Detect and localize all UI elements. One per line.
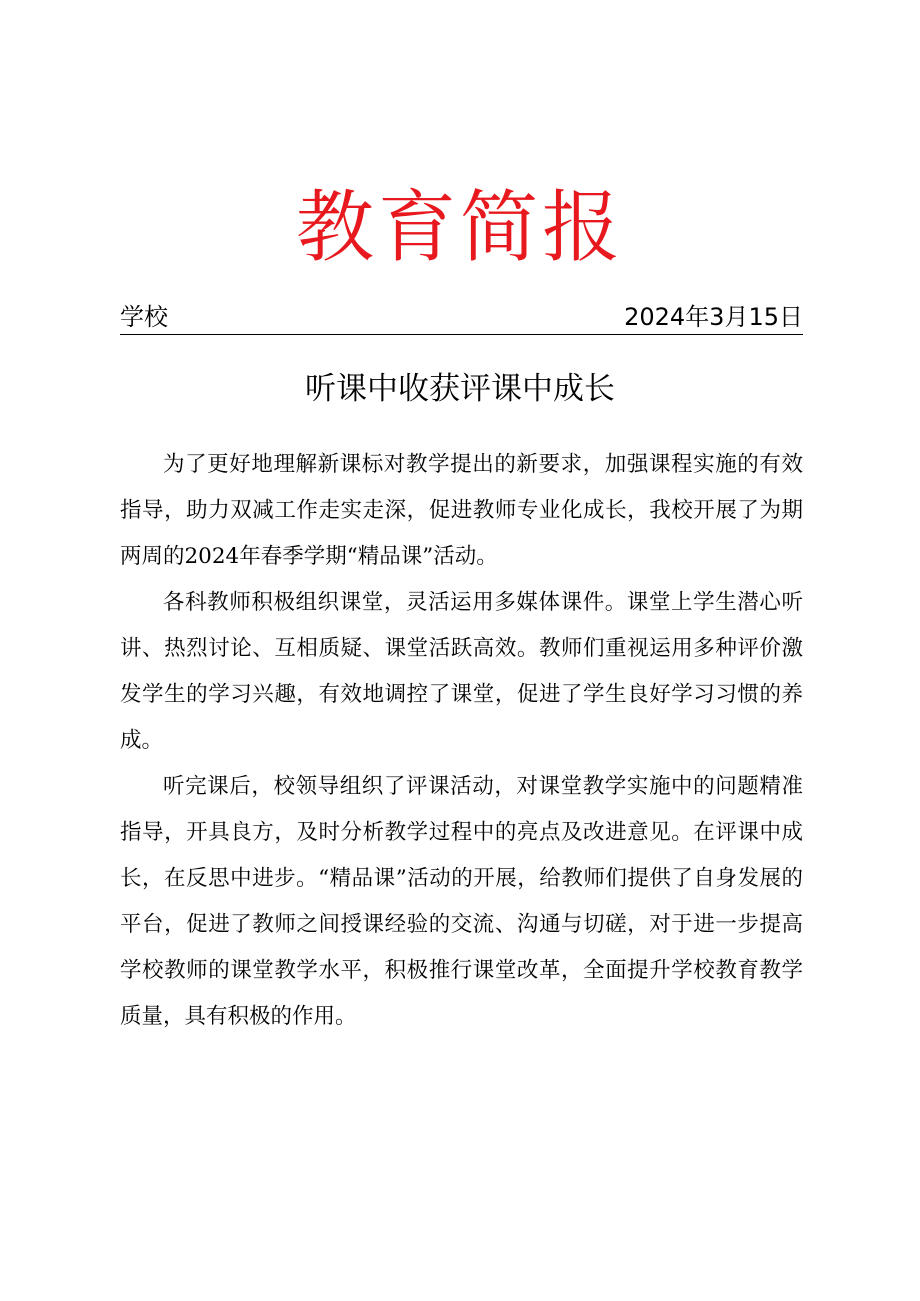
info-line <box>120 300 803 335</box>
paragraph-3: 听完课后，校领导组织了评课活动，对课堂教学实施中的问题精准指导，开具良方，及时分析教学过程中的亮点及改进意见。在评课中成长，在反思中进步。“精品课”活动的开展，给教师们提供了自身发展的平台，促进了教师之间授课经验的交流、沟通与切磋，对于进一步提高学校教师的课堂教学水平，积极推行课堂改革，全面提升学校教育教学质量，具有积极的作用。 <box>120 774 803 1029</box>
paragraph-1: 为了更好地理解新课标对教学提出的新要求，加强课程实施的有效指导，助力双减工作走实走深，促进教师专业化成长，我校开展了为期两周的2024年春季学期“精品课”活动。 <box>120 452 803 569</box>
masthead-title: 教育简报 <box>295 183 624 273</box>
article-title: 听课中收获评课中成长 <box>305 371 615 407</box>
issue-date: 2024年3月15日 <box>624 303 803 331</box>
school-label: 学校 <box>120 303 168 331</box>
paragraph-2: 各科教师积极组织课堂，灵活运用多媒体课件。课堂上学生潜心听讲、热烈讨论、互相质疑、课堂活跃高效。教师们重视运用多种评价激发学生的学习兴趣，有效地调控了课堂，促进了学生良好学习习惯的养成。 <box>120 590 803 753</box>
article-body <box>120 442 803 1040</box>
